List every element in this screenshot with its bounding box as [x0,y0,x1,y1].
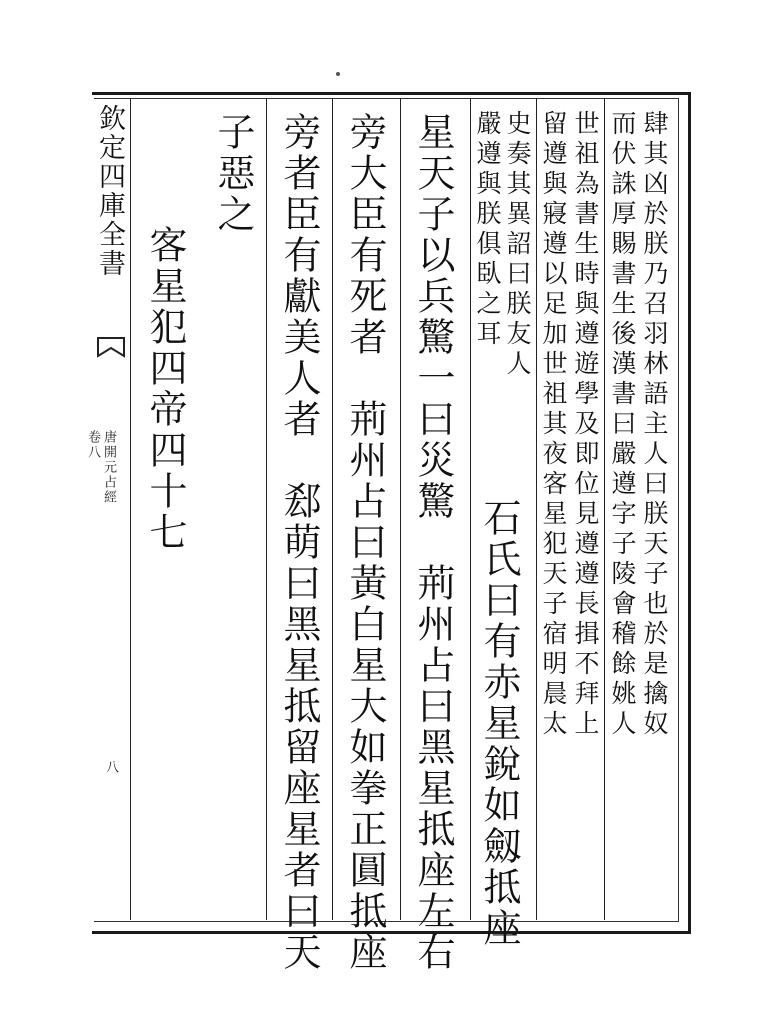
column-rule [400,98,401,920]
column-rule [130,98,131,920]
text-column-4: 星天子以兵驚一曰災驚 荊州占曰黑星抵座左右 [411,112,455,973]
juan-number: 卷八 [85,430,100,460]
column-rule [536,98,537,920]
text-column-7: 子惡之 [211,112,255,235]
text-column-3c: 石氏曰有赤星銳如劔抵座 [477,498,521,949]
column-rule [332,98,333,920]
fish-tail-ornament-icon [96,334,126,360]
page-number: 八 [103,760,118,775]
column-rule [470,98,471,920]
text-column-5: 旁大臣有死者 荊州占曰黃白星大如拳正圓抵座 [343,112,387,973]
print-speck [336,72,340,76]
text-column-3a: 史奏其異詔曰朕友人 [503,110,532,380]
column-rule [604,98,605,920]
text-column-2a: 世祖為書生時與遵遊學及即位見遵遵長揖不拜上 [571,110,600,740]
text-column-1b: 而伏誅厚賜書生後漢書曰嚴遵字子陵會稽餘姚人 [608,110,637,740]
column-rule [266,98,267,920]
section-heading: 客星犯四帝四十七 [143,225,187,553]
text-column-1a: 肆其凶於朕乃召羽林語主人曰朕天子也於是擒奴 [640,110,669,740]
text-column-3b: 嚴遵與朕俱臥之耳 [473,110,502,350]
text-column-2b: 留遵與寢遵以足加世祖其夜客星犯天子宿明晨太 [539,110,568,740]
text-column-6: 旁者臣有獻美人者 郄萌曰黑星抵留座星者曰天 [277,112,321,973]
chapter-title: 唐開元占經 [101,430,116,505]
book-title: 欽定四庫全書 [94,104,125,278]
